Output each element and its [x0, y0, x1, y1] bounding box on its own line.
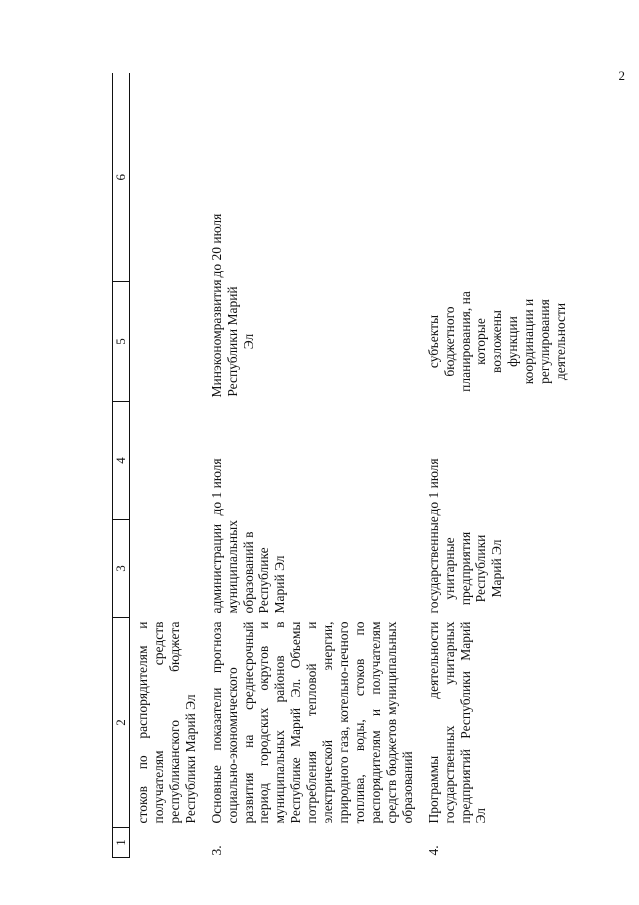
header-col-4: 4 [113, 402, 130, 520]
deadline-cell [130, 74, 205, 282]
provider-cell: государственные унитарные предприятия Республики Марий Эл [425, 516, 505, 614]
header-col-3: 3 [113, 520, 130, 618]
deadline-cell: до 20 июля [208, 213, 224, 278]
recipient-cell: Минэкономразвития Республики Марий Эл [208, 279, 256, 398]
row-number [130, 828, 205, 858]
rotated-table-container [112, 74, 569, 858]
header-col-6: 6 [113, 74, 130, 282]
deadline-cell [130, 402, 205, 520]
indicator-cell: Основные показатели прогноза социально-экономического развития на среднесрочный период городских округов и муниципальных районов в Республике Марий Эл. Объемы потребления тепловой и электрической энергии, природного газа, котельно-печного топлива, воды, стоков по распорядителям и получателям средств бюджетов муниципальных образований [208, 621, 415, 824]
page-number: 2 [618, 68, 625, 83]
header-col-1: 1 [113, 828, 130, 858]
table-row [422, 74, 575, 858]
deadline-cell [422, 74, 575, 282]
row-number: 4. [425, 845, 441, 856]
recipient-cell [130, 282, 205, 402]
indicator-cell: стоков по распорядителям и получателям средств республиканского бюджета Республики Марий Эл [135, 621, 198, 824]
header-col-5: 5 [113, 282, 130, 402]
provider-cell: администрации муниципальных образований в Республике Марий Эл [208, 520, 288, 614]
indicator-cell: Программы деятельности государственных унитарных предприятий Республики Марий Эл [425, 621, 489, 824]
recipient-cell: субъекты бюджетного планирования, на которые возложены функции координации и регулирования деятельности [425, 291, 569, 392]
header-row [113, 74, 130, 858]
row-number: 3. [208, 845, 224, 856]
planning-table [112, 74, 575, 859]
deadline-cell: до 1 июля [208, 458, 224, 516]
deadline-cell: до 1 июля [425, 458, 441, 516]
table-row [130, 74, 205, 858]
header-col-2: 2 [113, 618, 130, 828]
table-row [205, 74, 422, 858]
provider-cell [130, 520, 205, 618]
